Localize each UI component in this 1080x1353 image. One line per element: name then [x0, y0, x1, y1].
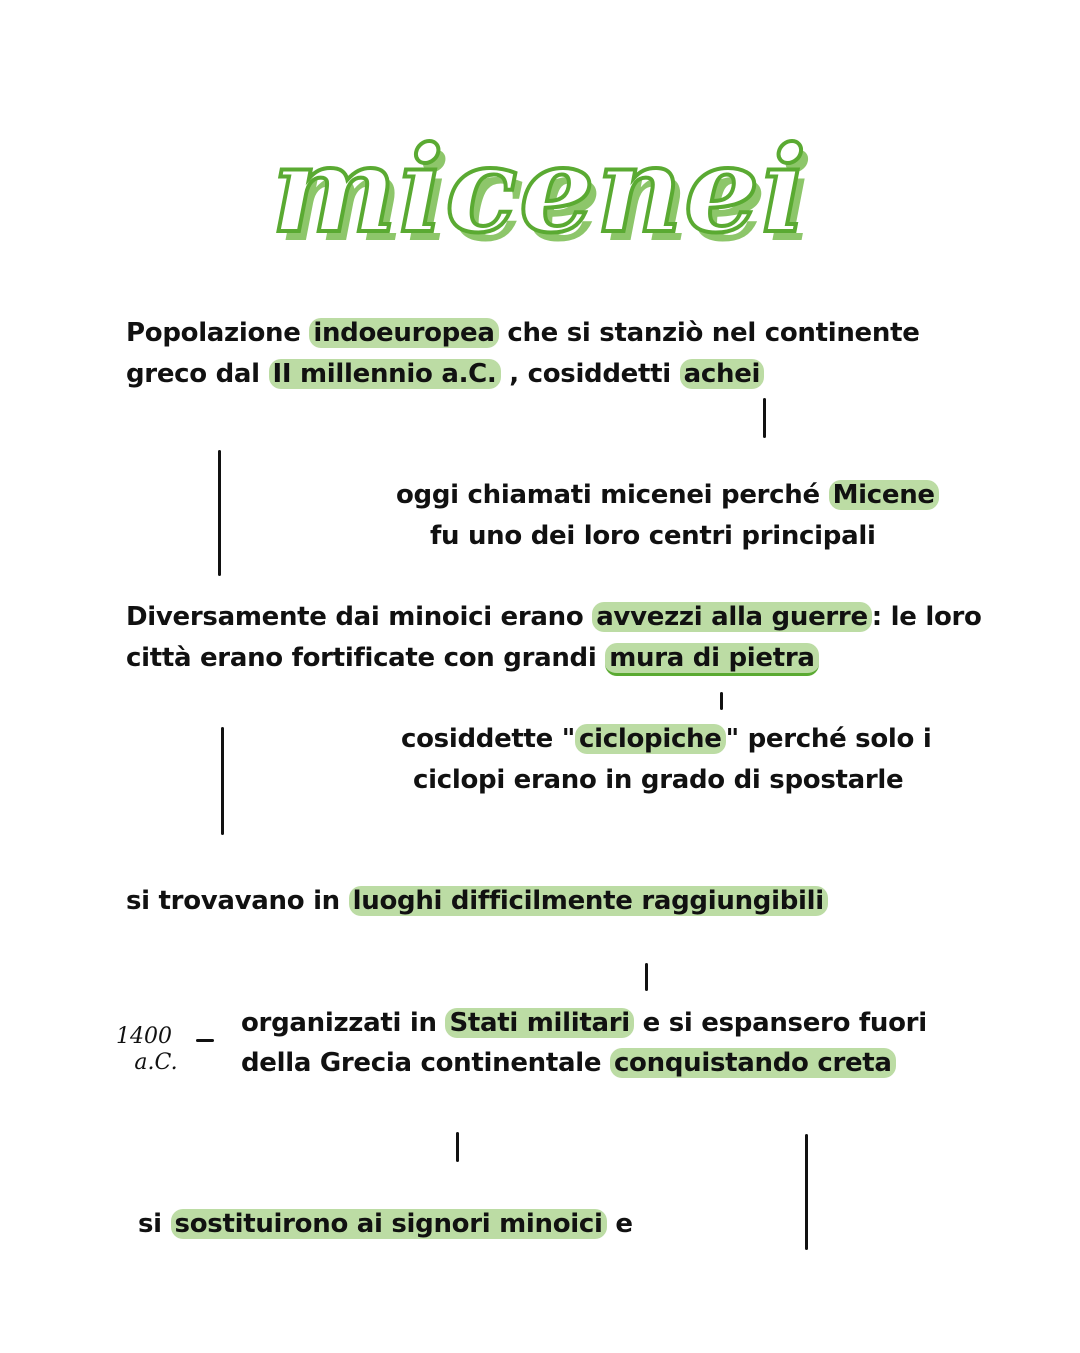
text: che si stanziò nel continente [498, 318, 920, 348]
text: organizzati in [241, 1008, 446, 1038]
highlight-ciclopiche: ciclopiche [575, 724, 726, 754]
text: e si espansero fuori [633, 1008, 927, 1038]
date-dash [196, 1039, 214, 1042]
highlight-achei: achei [680, 359, 765, 389]
highlight-luoghi: luoghi difficilmente raggiungibili [349, 886, 828, 916]
page-title: micenei [271, 120, 809, 259]
margin-bar [218, 450, 221, 576]
replace-line [138, 1204, 633, 1244]
text: e [606, 1209, 633, 1239]
text: cosiddette " [401, 724, 576, 754]
highlight-micene: Micene [829, 480, 939, 510]
name-origin-line-1 [396, 475, 939, 515]
highlight-mura: mura di pietra [605, 643, 818, 676]
text: città erano fortificate con grandi [126, 643, 606, 673]
date-era: a.C. [134, 1050, 178, 1075]
highlight-sostituirono: sostituirono ai signori minoici [171, 1209, 607, 1239]
war-line-1 [126, 597, 982, 637]
margin-bar [221, 727, 224, 835]
highlight-millennio: II millennio a.C. [269, 359, 501, 389]
war-line-2 [126, 638, 819, 678]
text: della Grecia continentale [241, 1048, 610, 1078]
highlight-indoeuropea: indoeuropea [309, 318, 498, 348]
intro-line-1 [126, 313, 920, 353]
military-line-2 [241, 1043, 896, 1083]
intro-line-2 [126, 354, 764, 394]
cyclopean-line-2: ciclopi erano in grado di spostarle [413, 765, 904, 795]
text: si trovavano in [126, 886, 349, 916]
text: Popolazione [126, 318, 310, 348]
highlight-creta: conquistando creta [610, 1048, 896, 1078]
connector-line [645, 963, 648, 991]
text: oggi chiamati micenei perché [396, 480, 829, 510]
connector-line [763, 398, 766, 438]
cyclopean-line-1 [401, 719, 931, 759]
date-year: 1400 [116, 1024, 172, 1049]
connector-line [805, 1134, 808, 1250]
connector-line [456, 1132, 459, 1162]
text: si [138, 1209, 171, 1239]
name-origin-line-2: fu uno dei loro centri principali [430, 521, 876, 551]
text: " perché solo i [725, 724, 932, 754]
highlight-guerre: avvezzi alla guerre [592, 602, 872, 632]
text: Diversamente dai minoici erano [126, 602, 593, 632]
text: , cosiddetti [500, 359, 680, 389]
text: : le loro [871, 602, 982, 632]
text: greco dal [126, 359, 269, 389]
connector-line [720, 692, 723, 710]
highlight-stati-militari: Stati militari [445, 1008, 633, 1038]
location-line [126, 881, 828, 921]
military-line-1 [241, 1003, 927, 1043]
